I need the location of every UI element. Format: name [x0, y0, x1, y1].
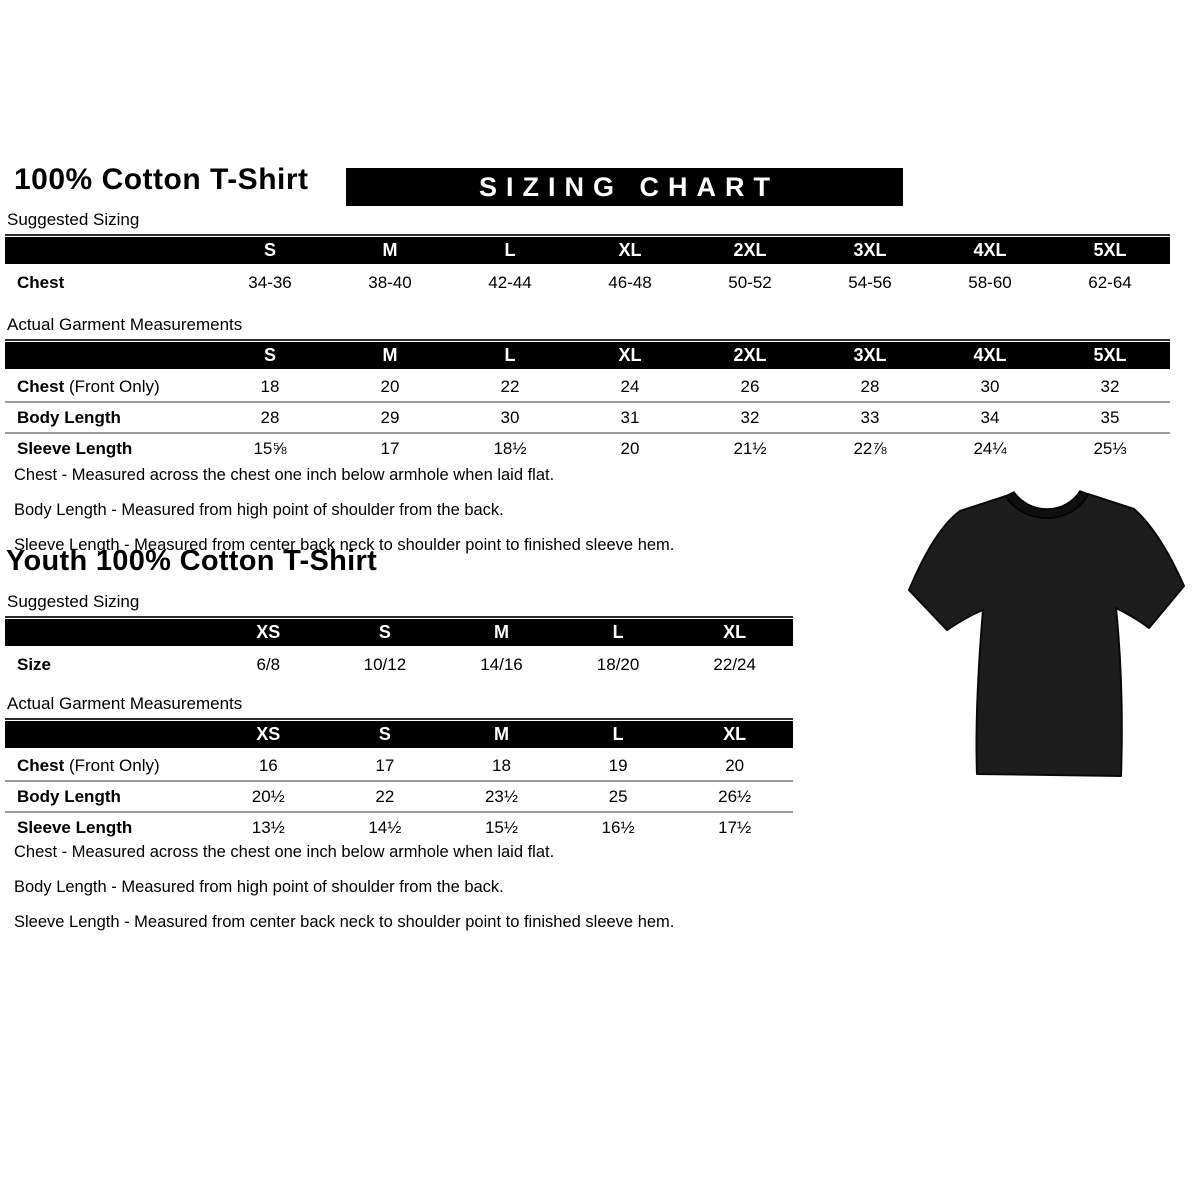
size-column-header: 4XL [930, 237, 1050, 266]
header-corner [5, 342, 210, 371]
row-label: Body Length [17, 786, 121, 806]
youth-measurement-notes [14, 843, 674, 948]
measurement-value: 26 [740, 377, 760, 396]
measurement-value: 18½ [493, 439, 527, 458]
size-column-header: XL [570, 342, 690, 371]
measurement-value: 22 [375, 786, 395, 806]
measurement-value: 19 [608, 756, 628, 775]
measurement-value: 25⅓ [1093, 439, 1127, 458]
row-label: Chest (Front Only) [17, 756, 160, 775]
measurement-note: Body Length - Measured from high point of shoulder from the back. [14, 501, 504, 519]
table-row [5, 371, 1170, 402]
measurement-value: 62-64 [1088, 272, 1132, 292]
measurement-value: 26½ [718, 786, 752, 806]
measurement-value: 18/20 [596, 654, 640, 674]
table-row [5, 266, 1170, 297]
size-column-header: 4XL [930, 342, 1050, 371]
section-label: Actual Garment Measurements [5, 315, 1170, 341]
section-label: Actual Garment Measurements [5, 694, 793, 720]
measurement-value: 23½ [484, 786, 519, 806]
header-corner [5, 721, 210, 750]
measurement-value: 30 [980, 377, 1000, 396]
measurement-value: 15⅝ [253, 439, 287, 458]
size-column-header: XL [676, 721, 793, 750]
size-column-header: M [443, 721, 560, 750]
size-column-header: XS [210, 619, 327, 648]
measurement-value: 16½ [601, 818, 635, 837]
row-label: Sleeve Length [17, 818, 133, 837]
measurement-value: 16 [258, 756, 278, 775]
table-row [5, 433, 1170, 464]
measurement-value: 17 [380, 439, 400, 458]
measurement-value: 25 [608, 786, 628, 806]
size-column-header: M [443, 619, 560, 648]
measurement-value: 20 [380, 377, 400, 396]
measurement-value: 35 [1100, 407, 1120, 427]
measurement-note: Chest - Measured across the chest one inch below armhole when laid flat. [14, 466, 555, 484]
size-column-header: S [210, 237, 330, 266]
youth-actual-measurements-table [5, 721, 793, 843]
table-row [5, 402, 1170, 433]
measurement-value: 24 [620, 377, 640, 396]
measurement-value: 32 [1100, 377, 1120, 396]
measurement-value: 50-52 [728, 272, 772, 292]
size-column-header: L [450, 342, 570, 371]
measurement-value: 20 [620, 439, 640, 458]
measurement-value: 46-48 [608, 272, 652, 292]
measurement-value: 20½ [251, 786, 285, 806]
size-column-header: L [560, 619, 677, 648]
measurement-value: 24¼ [973, 439, 1007, 458]
size-column-header: 3XL [810, 342, 930, 371]
measurement-value: 14/16 [480, 654, 523, 674]
measurement-value: 54-56 [848, 272, 892, 292]
tshirt-product-image [897, 478, 1192, 803]
size-column-header: 5XL [1050, 342, 1170, 371]
measurement-value: 30 [500, 407, 520, 427]
measurement-value: 38-40 [368, 272, 412, 292]
youth-section-title: Youth 100% Cotton T-Shirt [6, 545, 378, 577]
row-label: Chest [17, 272, 65, 292]
adult-actual-measurements-table [5, 342, 1170, 464]
measurement-value: 14½ [368, 818, 402, 837]
measurement-value: 22 [500, 377, 520, 396]
measurement-value: 22⅞ [853, 439, 887, 458]
size-column-header: M [330, 237, 450, 266]
row-label: Body Length [17, 407, 121, 427]
measurement-value: 17 [375, 756, 395, 775]
header-corner [5, 619, 210, 648]
measurement-value: 15½ [484, 818, 519, 837]
youth-actual-measurements-section [5, 694, 793, 843]
size-column-header: 5XL [1050, 237, 1170, 266]
measurement-value: 21½ [733, 439, 767, 458]
measurement-value: 28 [260, 407, 280, 427]
size-column-header: S [327, 619, 444, 648]
measurement-note: Chest - Measured across the chest one inch below armhole when laid flat. [14, 843, 555, 861]
measurement-value: 28 [860, 377, 880, 396]
tshirt-body [909, 494, 1184, 776]
row-label: Sleeve Length [17, 439, 133, 458]
table-row [5, 648, 793, 679]
measurement-value: 58-60 [968, 272, 1012, 292]
size-column-header: 2XL [690, 237, 810, 266]
table-row [5, 781, 793, 812]
measurement-value: 29 [380, 407, 400, 427]
row-label: Chest (Front Only) [17, 377, 160, 396]
measurement-value: 32 [740, 407, 760, 427]
sizing-chart-banner: SIZING CHART [346, 168, 903, 206]
size-column-header: L [450, 237, 570, 266]
header-corner [5, 237, 210, 266]
size-column-header: 2XL [690, 342, 810, 371]
section-label: Suggested Sizing [5, 210, 1170, 236]
size-column-header: S [327, 721, 444, 750]
measurement-value: 20 [725, 756, 745, 775]
size-column-header: XS [210, 721, 327, 750]
measurement-value: 17½ [718, 818, 752, 837]
measurement-value: 18 [492, 756, 511, 775]
measurement-value: 22/24 [713, 654, 756, 674]
page-title: 100% Cotton T-Shirt [14, 163, 309, 196]
measurement-value: 33 [860, 407, 880, 427]
measurement-note: Sleeve Length - Measured from center back neck to shoulder point to finished sleeve hem. [14, 913, 675, 931]
measurement-value: 42-44 [488, 272, 532, 292]
measurement-value: 6/8 [256, 654, 281, 674]
table-row [5, 750, 793, 781]
row-label: Size [17, 654, 52, 674]
measurement-value: 13½ [251, 818, 285, 837]
measurement-note: Sleeve Length - Measured from center back neck to shoulder point to finished sleeve hem. [14, 536, 675, 554]
size-column-header: XL [676, 619, 793, 648]
adult-suggested-sizing-table [5, 237, 1170, 297]
measurement-value: 34 [980, 407, 1000, 427]
adult-actual-measurements-section [5, 315, 1170, 464]
measurement-note: Body Length - Measured from high point of shoulder from the back. [14, 878, 504, 896]
section-label: Suggested Sizing [5, 592, 793, 618]
size-column-header: S [210, 342, 330, 371]
measurement-value: 34-36 [248, 272, 292, 292]
size-column-header: M [330, 342, 450, 371]
table-row [5, 812, 793, 843]
youth-suggested-sizing-table [5, 619, 793, 679]
adult-suggested-sizing-section [5, 210, 1170, 297]
youth-suggested-sizing-section [5, 592, 793, 679]
size-column-header: 3XL [810, 237, 930, 266]
measurement-value: 18 [260, 377, 280, 396]
measurement-value: 31 [620, 407, 640, 427]
size-column-header: XL [570, 237, 690, 266]
size-column-header: L [560, 721, 677, 750]
measurement-value: 10/12 [363, 654, 407, 674]
